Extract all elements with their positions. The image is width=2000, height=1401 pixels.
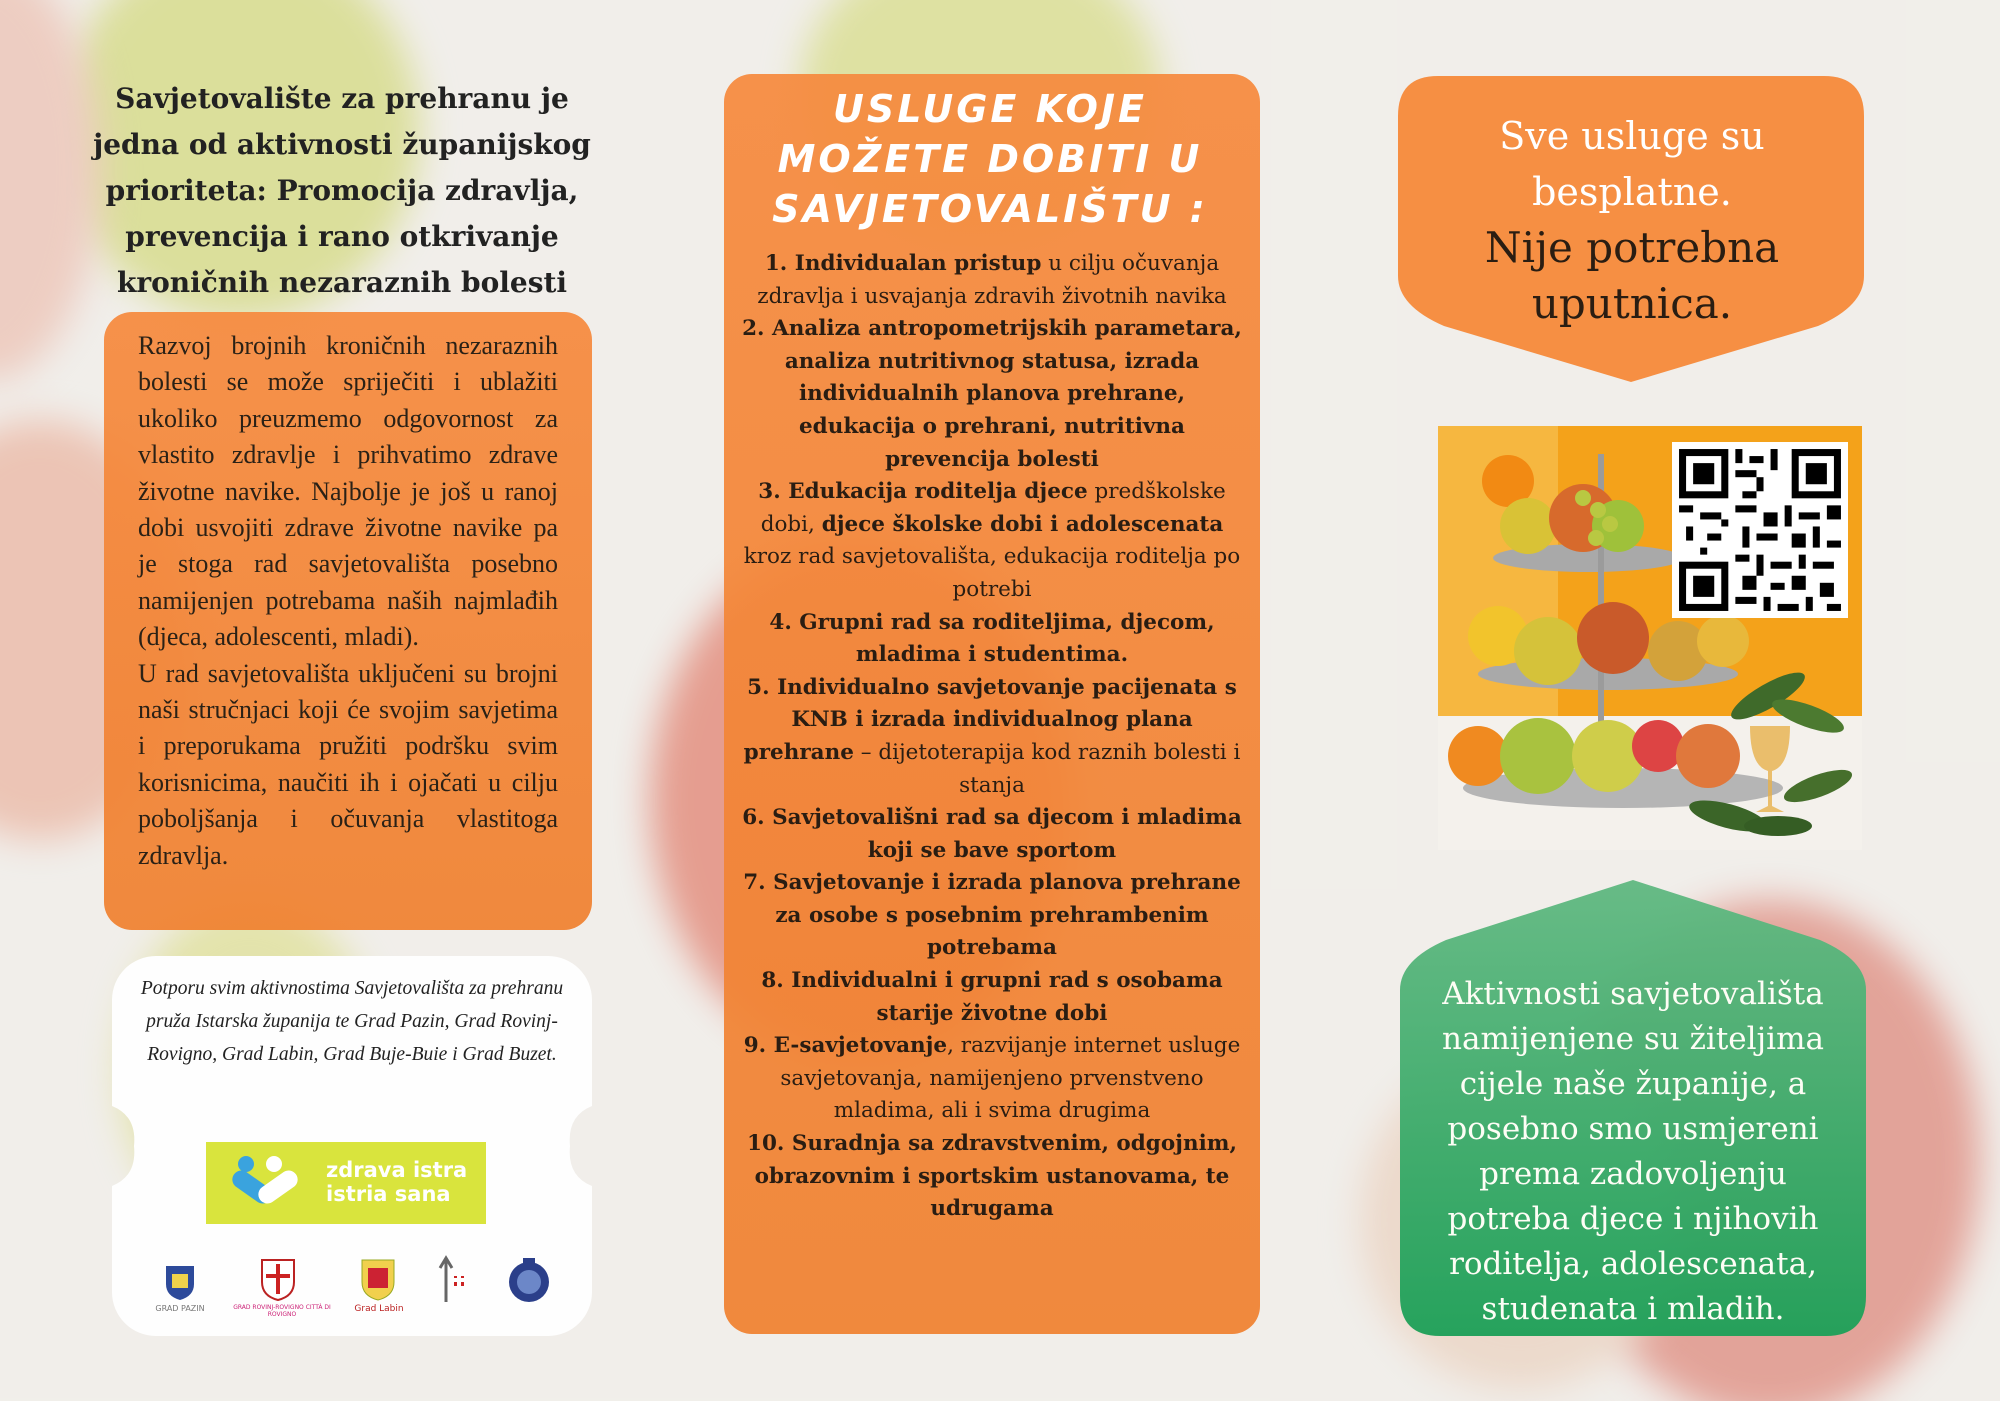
free-services-text (1414, 108, 1850, 332)
intro-paragraph-1: Razvoj brojnih kroničnih nezaraznih bolesti se može spriječiti i ublažiti ukoliko preuzmemo odgovornost za vlastito zdravlje i prihvatimo zdrave životne navike. Najbolje je još u ranoj dobi usvojiti zdrave životne navike pa je stoga rad savjetovališta posebno namijenjen potrebama naših najmlađih (djeca, adolescenti, mladi). (138, 331, 558, 652)
service-item: 4. Grupni rad sa roditeljima, djecom, mladima i studentima. (769, 609, 1215, 668)
rovinj-seal-icon (258, 1258, 298, 1302)
service-item: 5. Individualno savjetovanje pacijenata s KNB i izrada individualnog plana prehrane – dijetoterapija kod raznih bolesti i stanja (743, 674, 1241, 798)
zdrava-istra-logo (206, 1142, 486, 1224)
logo-line-2: istria sana (326, 1182, 451, 1206)
service-item: 10. Suradnja sa zdravstvenim, odgojnim, obrazovnim i sportskim ustanovama, te udrugama (747, 1131, 1237, 1222)
intro-title: Savjetovalište za prehranu je jedna od aktivnosti županijskog prioriteta: Promocija zdravlja, prevencija i rano otkrivanje kroničnih nezaraznih bolesti (93, 82, 591, 299)
services-title: USLUGE KOJE MOŽETE DOBITI U SAVJETOVALIŠTU : (772, 87, 1208, 231)
free-services-line-1: Sve usluge su besplatne. (1499, 114, 1765, 214)
service-item: 9. E-savjetovanje, razvijanje internet usluge savjetovanja, namijenjeno prvenstveno mladima, ali i svima drugima (743, 1033, 1241, 1124)
no-referral-line: Nije potrebna uputnica. (1484, 223, 1780, 328)
service-item: 2. Analiza antropometrijskih parametara, analiza nutritivnog statusa, izrada individualnih planova prehrane, edukacija o prehrani, nutritivna prevencija bolesti (742, 316, 1242, 472)
buje-seal-icon (432, 1254, 476, 1306)
intro-body (138, 328, 558, 874)
pazin-caption: GRAD PAZIN (155, 1304, 205, 1313)
target-group-text: Aktivnosti savjetovališta namijenjene su žiteljima cijele naše županije, a posebno smo usmjereni prema zadovoljenju potreba djece i njihovih roditelja, adolescenata, studenata i mladih. (1442, 976, 1824, 1327)
rovinj-caption: GRAD ROVINJ-ROVIGNO CITTÀ DI ROVIGNO (233, 1304, 331, 1318)
labin-seal-icon (358, 1258, 398, 1302)
sponsor-text: Potporu svim aktivnostima Savjetovališta za prehranu pruža Istarska županija te Grad Pazin, Grad Rovinj-Rovigno, Grad Labin, Grad Buje-Buie i Grad Buzet. (140, 978, 564, 1065)
service-item: 7. Savjetovanje i izrada planova prehrane za osobe s posebnim prehrambenim potrebama (743, 870, 1241, 961)
qr-code-icon[interactable] (1672, 442, 1848, 618)
pazin-seal-icon (160, 1262, 200, 1302)
service-item: 3. Edukacija roditelja djece predškolske dobi, djece školske dobi i adolescenata kroz rad savjetovališta, edukacija roditelja po potrebi (743, 479, 1241, 602)
labin-caption: Grad Labin (354, 1304, 404, 1314)
intro-paragraph-2: U rad savjetovališta uključeni su brojni naši stručnjaci koji će svojim savjetima i preporukama pružiti podršku svim korisnicima, naučiti ih i ojačati u cilju poboljšanja i očuvanja vlastitoga zdravlja. (138, 658, 558, 870)
service-item: 8. Individualni i grupni rad s osobama starije životne dobi (761, 968, 1223, 1026)
zdrava-istra-mark-icon (226, 1152, 318, 1216)
logo-line-1: zdrava istra (326, 1158, 468, 1182)
services-list (738, 248, 1246, 1226)
zdrava-istra-text (326, 1158, 467, 1206)
buzet-seal-icon (506, 1256, 552, 1306)
service-item: 1. Individualan pristup u cilju očuvanja zdravlja i usvajanja zdravih životnih navika (757, 251, 1227, 309)
service-item: 6. Savjetovališni rad sa djecom i mladima koji se bave sportom (742, 805, 1242, 863)
